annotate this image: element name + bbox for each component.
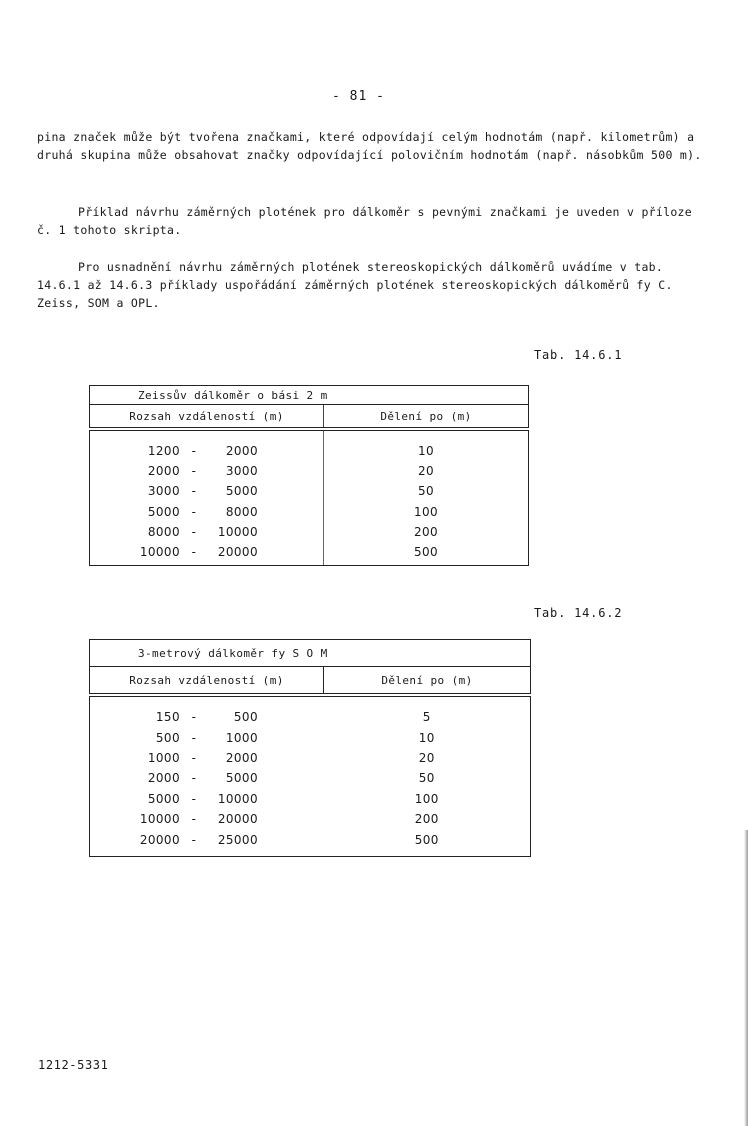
range-dash: -: [191, 504, 197, 519]
table-1-label: Tab. 14.6.1: [534, 348, 623, 362]
division-cell: 10: [324, 429, 529, 461]
range-from: 1200: [147, 444, 180, 459]
range-from: 8000: [147, 524, 180, 539]
division-cell: 20: [324, 461, 529, 481]
division-cell: 500: [324, 542, 529, 566]
range-to: 25000: [217, 832, 258, 847]
range-cell: [90, 748, 324, 768]
division-cell: 200: [324, 522, 529, 542]
range-cell: [90, 829, 324, 856]
range-to: 20000: [217, 812, 258, 827]
range-cell: [90, 809, 324, 829]
range-from: 150: [155, 710, 180, 725]
page-number: - 81 -: [332, 89, 385, 104]
range-cell: [90, 461, 324, 481]
table-row: [90, 748, 531, 768]
table-2-header-range: Rozsah vzdáleností (m): [90, 667, 324, 696]
division-cell: 10: [324, 727, 531, 747]
paragraph-3: Pro usnadnění návrhu záměrných plotének stereoskopických dálkoměrů uvádíme v tab. 14.6.1 až 14.6.3 příklady uspořádání záměrných plotének stereoskopických dálkoměrů fy C. Zeiss, SOM a OPL.: [37, 260, 673, 310]
range-to: 10000: [217, 524, 258, 539]
range-from: 5000: [147, 791, 180, 806]
range-from: 10000: [139, 545, 180, 560]
division-cell: 5: [324, 695, 531, 727]
range-dash: -: [191, 444, 197, 459]
range-to: 3000: [225, 464, 258, 479]
division-cell: 50: [324, 768, 531, 788]
range-cell: [90, 542, 324, 566]
table-2-body: [90, 695, 531, 856]
range-to: 8000: [225, 504, 258, 519]
table-row: [90, 481, 529, 501]
table-1-title: Zeissův dálkoměr o bási 2 m: [90, 386, 529, 405]
range-cell: [90, 789, 324, 809]
range-cell: [90, 768, 324, 788]
range-from: 500: [155, 730, 180, 745]
page-edge-shadow: [744, 830, 748, 1126]
document-code: 1212-5331: [38, 1058, 109, 1072]
range-to: 5000: [225, 771, 258, 786]
range-dash: -: [191, 545, 197, 560]
range-dash: -: [191, 710, 197, 725]
table-row: [90, 522, 529, 542]
range-dash: -: [191, 750, 197, 765]
range-dash: -: [191, 832, 197, 847]
table-row: [90, 429, 529, 461]
table-som: [89, 639, 531, 857]
division-cell: 50: [324, 481, 529, 501]
division-cell: 500: [324, 829, 531, 856]
table-row: [90, 542, 529, 566]
range-dash: -: [191, 484, 197, 499]
range-to: 1000: [225, 730, 258, 745]
division-cell: 100: [324, 502, 529, 522]
table-1-body: [90, 429, 529, 566]
table-2-title: 3-metrový dálkoměr fy S O M: [90, 640, 531, 667]
division-cell: 200: [324, 809, 531, 829]
range-from: 20000: [139, 832, 180, 847]
range-to: 2000: [225, 444, 258, 459]
range-to: 20000: [217, 545, 258, 560]
range-dash: -: [191, 464, 197, 479]
range-cell: [90, 727, 324, 747]
range-from: 5000: [147, 504, 180, 519]
range-dash: -: [191, 771, 197, 786]
range-from: 2000: [147, 771, 180, 786]
range-to: 10000: [217, 791, 258, 806]
range-cell: [90, 481, 324, 501]
table-row: [90, 768, 531, 788]
table-1-header-range: Rozsah vzdáleností (m): [90, 405, 324, 430]
range-dash: -: [191, 524, 197, 539]
range-to: 2000: [225, 750, 258, 765]
range-cell: [90, 695, 324, 727]
range-from: 10000: [139, 812, 180, 827]
range-cell: [90, 522, 324, 542]
range-dash: -: [191, 791, 197, 806]
table-1-header-division: Dělení po (m): [324, 405, 529, 430]
table-row: [90, 809, 531, 829]
range-cell: [90, 502, 324, 522]
table-2-label: Tab. 14.6.2: [534, 606, 623, 620]
range-from: 3000: [147, 484, 180, 499]
table-row: [90, 829, 531, 856]
paragraph-2: Příklad návrhu záměrných plotének pro dálkoměr s pevnými značkami je uveden v příloze č. 1 tohoto skripta.: [37, 205, 693, 237]
division-cell: 100: [324, 789, 531, 809]
range-to: 5000: [225, 484, 258, 499]
table-row: [90, 461, 529, 481]
range-cell: [90, 429, 324, 461]
range-dash: -: [191, 730, 197, 745]
table-row: [90, 789, 531, 809]
range-from: 1000: [147, 750, 180, 765]
table-row: [90, 695, 531, 727]
table-row: [90, 727, 531, 747]
paragraph-1: pina značek může být tvořena značkami, které odpovídají celým hodnotám (např. kilometrům) a druhá skupina může obsahovat značky odpovídající polovičním hodnotám (např. násobkům 500 m).: [37, 130, 702, 162]
range-from: 2000: [147, 464, 180, 479]
division-cell: 20: [324, 748, 531, 768]
range-dash: -: [191, 812, 197, 827]
range-to: 500: [233, 710, 258, 725]
table-row: [90, 502, 529, 522]
table-zeiss: [89, 385, 529, 566]
table-2-header-division: Dělení po (m): [324, 667, 531, 696]
